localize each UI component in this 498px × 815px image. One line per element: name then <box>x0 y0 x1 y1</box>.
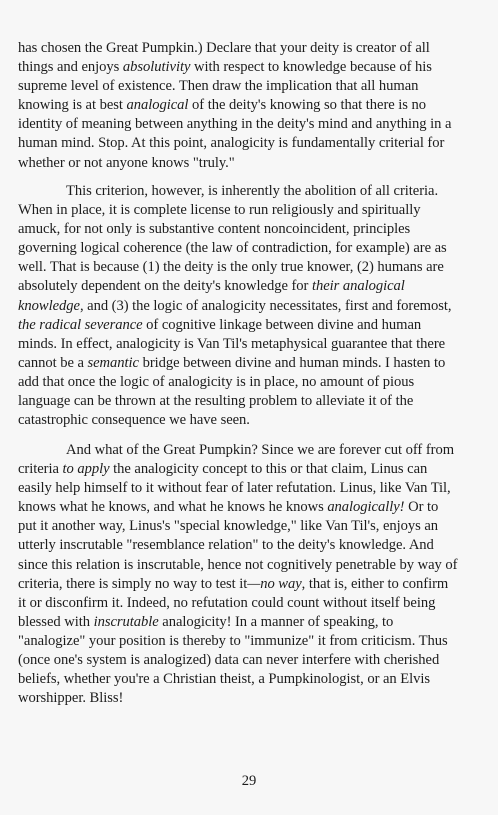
paragraph-2 <box>18 182 480 430</box>
text-run: When in place, it is complete license to run religiously and spiritually <box>18 202 421 219</box>
text-run: add that once the logic of analogicity is in place, no amount of pious <box>18 373 415 390</box>
text-run: "analogize" your position is thereby to "immunize" it from criticism. Thus <box>18 632 448 649</box>
text-line <box>18 373 480 392</box>
italic-text: absolutivity <box>122 59 191 76</box>
text-line <box>18 277 480 296</box>
text-line <box>18 316 480 335</box>
text-line <box>18 154 480 173</box>
text-run: utterly inscrutable "resemblance relation" to the deity's knowledge. And <box>18 537 434 554</box>
paragraph-3 <box>18 441 480 708</box>
text-line <box>18 77 480 96</box>
text-run: worshipper. Bliss! <box>18 690 124 707</box>
text-run: knowing is at best <box>18 97 127 114</box>
text-run: the analogicity concept to this or that claim, Linus can <box>109 461 428 478</box>
italic-text: inscrutable <box>93 613 159 630</box>
text-line <box>18 182 480 201</box>
text-line <box>18 96 480 115</box>
text-run: bridge between divine and human minds. I hasten to <box>138 354 446 371</box>
text-line <box>18 460 480 479</box>
paragraph-1 <box>18 39 480 173</box>
text-line <box>18 613 480 632</box>
text-line <box>18 536 480 555</box>
text-line <box>18 594 480 613</box>
text-run: easily help himself to it without fear of later refutation. Linus, like Van Til, <box>18 480 451 497</box>
italic-text: analogical <box>126 97 189 114</box>
text-line <box>18 517 480 536</box>
text-line <box>18 441 480 460</box>
text-line <box>18 411 480 430</box>
text-line <box>18 335 480 354</box>
italic-text: analogically! <box>327 499 405 516</box>
text-run: has chosen the Great Pumpkin.) Declare that your deity is creator of all <box>18 40 430 56</box>
text-run: put it another way, Linus's "special knowledge," like Van Til's, enjoys an <box>18 518 439 535</box>
text-line <box>18 58 480 77</box>
text-line <box>18 239 480 258</box>
text-line <box>18 651 480 670</box>
text-run: minds. In effect, analogicity is Van Til's metaphysical guarantee that there <box>18 335 446 352</box>
text-run: catastrophic consequence we have seen. <box>18 412 250 429</box>
text-run: of the deity's knowing so that there is no <box>188 97 427 114</box>
text-run: beliefs, whether you're a Christian theist, a Pumpkinologist, or an Elvis <box>18 671 430 688</box>
text-run: cannot be a <box>18 354 88 371</box>
text-run: governing logical coherence (the law of contradiction, for example) are as <box>18 240 447 257</box>
text-line <box>18 689 480 708</box>
text-run: it or disconfirm it. Indeed, no refutation could count without itself being <box>18 594 436 611</box>
text-run: And what of the Great Pumpkin? Since we are forever cut off from <box>66 442 454 458</box>
text-line <box>18 498 480 517</box>
text-run: whether or not anyone knows "truly." <box>18 154 235 171</box>
italic-text: the radical severance <box>18 316 143 333</box>
text-run: of cognitive linkage between divine and human <box>142 316 422 333</box>
text-line <box>18 392 480 411</box>
text-run: analogicity! In a manner of speaking, to <box>158 613 394 630</box>
text-run: language can be thrown at the resulting problem to alleviate it of the <box>18 393 414 410</box>
text-run: supreme level of existence. Then draw the implication that all human <box>18 78 419 95</box>
page-number: 29 <box>241 773 257 789</box>
text-line <box>18 575 480 594</box>
italic-text: —no way <box>247 575 302 592</box>
text-line <box>18 134 480 153</box>
text-run: criteria, there is simply no way to test it <box>18 575 248 592</box>
text-run: human mind. Stop. At this point, analogicity is fundamentally criterial for <box>18 135 445 152</box>
text-line <box>18 220 480 239</box>
text-run: (once one's system is analogized) data can never interfere with cherished <box>18 652 440 669</box>
text-run: This criterion, however, is inherently the abolition of all criteria. <box>66 183 439 199</box>
text-run: , that is, either to confirm <box>301 575 449 592</box>
text-line <box>18 556 480 575</box>
text-line <box>18 258 480 277</box>
text-line <box>18 479 480 498</box>
text-run: absolutely dependent on the deity's knowledge for <box>18 278 312 295</box>
text-run: identity of meaning between anything in the deity's mind and anything in a <box>18 116 452 133</box>
text-run: with respect to knowledge because of his <box>190 59 432 76</box>
text-run: , and (3) the logic of analogicity necessitates, first and foremost, <box>79 297 452 314</box>
italic-text: semantic <box>87 354 139 371</box>
text-run: things and enjoys <box>18 59 123 76</box>
text-line <box>18 115 480 134</box>
italic-text: their analogical <box>311 278 405 295</box>
italic-text: knowledge <box>18 297 80 314</box>
text-line <box>18 39 480 58</box>
text-run: amuck, for not only is substantive content noncoincident, principles <box>18 221 411 238</box>
text-line <box>18 670 480 689</box>
italic-text: to apply <box>62 461 110 478</box>
text-run: Or to <box>404 499 439 516</box>
text-run: blessed with <box>18 613 94 630</box>
text-line <box>18 354 480 373</box>
text-run: since this relation is inscrutable, hence not cognitively penetrable by way of <box>18 556 458 573</box>
text-run: well. That is because (1) the deity is the only true knower, (2) humans are <box>18 259 444 276</box>
text-run: knows what he knows, and what he knows he knows <box>18 499 328 516</box>
text-line <box>18 632 480 651</box>
text-line <box>18 297 480 316</box>
text-run: criteria <box>18 461 63 478</box>
text-line <box>18 201 480 220</box>
